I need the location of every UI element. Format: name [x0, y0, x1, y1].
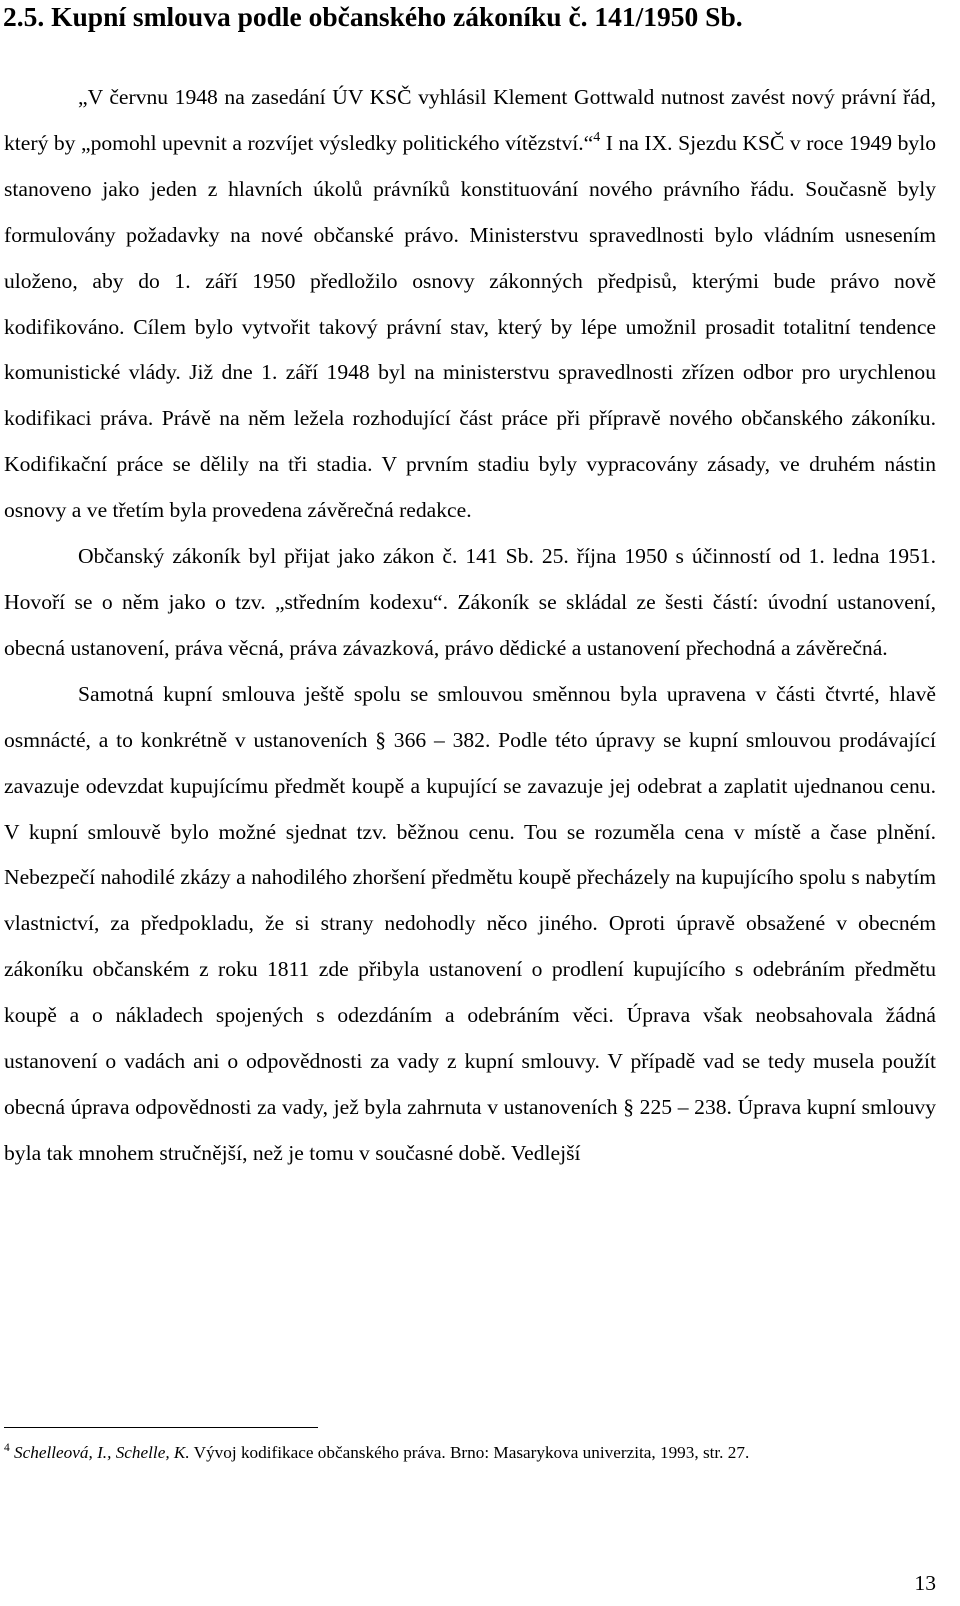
footnote-number: 4 — [4, 1442, 10, 1454]
paragraph-2: Občanský zákoník byl přijat jako zákon č. 141 Sb. 25. října 1950 s účinností od 1. ledna 1951. Hovoří se o něm jako o tzv. „středním kodexu“. Zákoník se skládal ze šesti částí: úvodní ustanovení, obecná ustanovení, práva věcná, práva závazková, právo dědické a ustanovení přechodná a závěrečná. — [4, 544, 936, 660]
paragraph-1-continuation: I na IX. Sjezdu KSČ v roce 1949 bylo stanoveno jako jeden z hlavních úkolů právníků konstituování nového právního řádu. Současně byly formulovány požadavky na nové občanské právo. Ministerstvu spravedlnosti bylo vládním usnesením uloženo, aby do 1. září 1950 předložilo osnovy zákonných předpisů, kterými bude právo nově kodifikováno. Cílem bylo vytvořit takový právní stav, který by lépe umožnil prosadit totalitní tendence komunistické vlády. Již dne 1. září 1948 byl na ministerstvu spravedlnosti zřízen odbor pro urychlenou kodifikaci práva. Právě na něm ležela rozhodující část práce při přípravě nového občanského zákoníku. Kodifikační práce se dělily na tři stadia. V prvním stadiu byly vypracovány zásady, ve druhém nástin osnovy a ve třetím byla provedena závěrečná redakce. — [4, 130, 936, 523]
paragraph-3: Samotná kupní smlouva ještě spolu se smlouvou směnnou byla upravena v části čtvrté, hlavě osmnácté, a to konkrétně v ustanoveních § 366 – 382. Podle této úpravy se kupní smlouvou prodávající zavazuje odevzdat kupujícímu předmět koupě a kupující se zavazuje jej odebrat a zaplatit ujednanou cenu. V kupní smlouvě bylo možné sjednat tzv. běžnou cenu. Tou se rozuměla cena v místě a čase plnění. Nebezpečí nahodilé zkázy a nahodilého zhoršení předmětu koupě přecházely na kupujícího spolu s nabytím vlastnictví, za předpokladu, že si strany nedohodly něco jiného. Oproti úpravě obsažené v obecném zákoníku občanském z roku 1811 zde přibyla ustanovení o prodlení kupujícího s odebráním předmětu koupě a o nákladech spojených s odezdáním a odebráním věci. Úprava však neobsahovala žádná ustanovení o vadách ani o odpovědnosti za vady z kupní smlouvy. V případě vad se tedy musela použít obecná úprava odpovědnosti za vady, jež byla zahrnuta v ustanoveních § 225 – 238. Úprava kupní smlouvy byla tak mnohem stručnější, než je tomu v současné době. Vedlejší — [4, 681, 936, 1165]
footnote-authors: Schelleová, I., Schelle, K. — [14, 1443, 190, 1462]
paragraph-1-text: „V červnu 1948 na zasedání ÚV KSČ vyhlásil Klement Gottwald nutnost zavést nový právní řád, který by „pomohl upevnit a rozvíjet výsledky politického vítězství.“ — [4, 85, 936, 155]
section-heading: 2.5. Kupní smlouva podle občanského zákoníku č. 141/1950 Sb. — [3, 1, 743, 32]
body-text — [4, 75, 936, 1177]
footnote — [4, 1440, 936, 1465]
footnote-citation: Vývoj kodifikace občanského práva. Brno: Masarykova univerzita, 1993, str. 27. — [189, 1443, 750, 1462]
page-number: 13 — [914, 1571, 936, 1595]
footnote-separator — [4, 1427, 318, 1428]
footnote-reference: 4 — [593, 129, 601, 145]
paragraph-1 — [4, 75, 936, 534]
